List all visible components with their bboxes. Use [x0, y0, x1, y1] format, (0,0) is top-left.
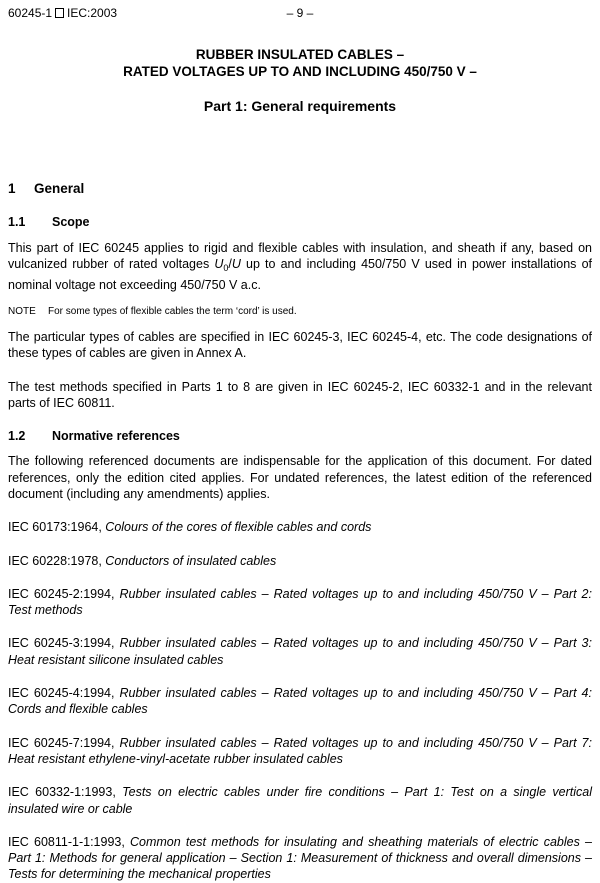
- normative-intro: The following referenced documents are indispensable for the application of this document. For dated references, only the edition cited applies. For undated references, the latest edition of the referenced document (including any amendments) applies.: [8, 454, 592, 501]
- reference-item: IEC 60245-7:1994, Rubber insulated cables – Rated voltages up to and including 450/750 V – Part 7: Heat resistant ethylene-vinyl-acetate rubber insulated cables: [8, 735, 592, 766]
- scope-paragraph-1: This part of IEC 60245 applies to rigid and flexible cables with insulation, and sheath if any, based on vulcanized rubber of rated voltages $U_0/U$ up to and including 450/750 V used in power installations of nominal voltage not exceeding 450/750 V a.c.: [8, 241, 592, 292]
- subsection-title: Normative references: [52, 429, 180, 444]
- scope-note: [8, 304, 592, 320]
- reference-item: IEC 60245-4:1994, Rubber insulated cables – Rated voltages up to and including 450/750 V – Part 4: Cords and flexible cables: [8, 686, 592, 717]
- reference-item: IEC 60228:1978, Conductors of insulated cables: [8, 553, 277, 568]
- document-page: [8, 6, 592, 883]
- reference-item: IEC 60245-2:1994, Rubber insulated cables – Rated voltages up to and including 450/750 V – Part 2: Test methods: [8, 586, 592, 618]
- scope-paragraph-2: The particular types of cables are specified in IEC 60245-3, IEC 60245-4, etc. The code designations of these types of cables are given in Annex A.: [8, 330, 592, 361]
- reference-item: IEC 60173:1964, Colours of the cores of flexible cables and cords: [8, 520, 372, 535]
- title-line-1: RUBBER INSULATED CABLES –: [195, 47, 405, 62]
- section-title: General: [34, 181, 85, 196]
- reference-item: IEC 60245-3:1994, Rubber insulated cables – Rated voltages up to and including 450/750 V – Part 3: Heat resistant silicone insulated cables: [8, 636, 592, 667]
- subsection-heading-normative-references: [8, 429, 592, 443]
- part-title: Part 1: General requirements: [203, 98, 397, 114]
- title-line-2: RATED VOLTAGES UP TO AND INCLUDING 450/750 V –: [123, 64, 477, 79]
- section-heading-general: [8, 181, 592, 196]
- note-label: NOTE: [8, 305, 36, 317]
- section-number: 1: [8, 181, 16, 196]
- reference-item: IEC 60811-1-1:1993, Common test methods for insulating and sheathing materials of electric cables – Part 1: Methods for general application – Section 1: Measurement of thickness and overall dimensions – Tests for determining the mechanical properties: [8, 834, 592, 882]
- scope-paragraph-3: The test methods specified in Parts 1 to 8 are given in IEC 60245-2, IEC 60332-1 and in the relevant parts of IEC 60811.: [8, 379, 592, 411]
- note-text: For some types of flexible cables the term ‘cord’ is used.: [48, 305, 297, 317]
- header-doc-id: 60245-1 IEC:2003: [8, 6, 118, 20]
- reference-item: IEC 60332-1:1993, Tests on electric cables under fire conditions – Part 1: Test on a single vertical insulated wire or cable: [8, 785, 593, 816]
- subsection-title: Scope: [52, 215, 90, 229]
- subsection-number: 1.2: [8, 429, 26, 444]
- page-header: [8, 6, 592, 24]
- subsection-number: 1.1: [8, 215, 26, 229]
- subsection-heading-scope: [8, 215, 592, 229]
- header-page-number: – 9 –: [286, 6, 314, 20]
- reference-list: [8, 519, 592, 882]
- document-title: [8, 46, 592, 80]
